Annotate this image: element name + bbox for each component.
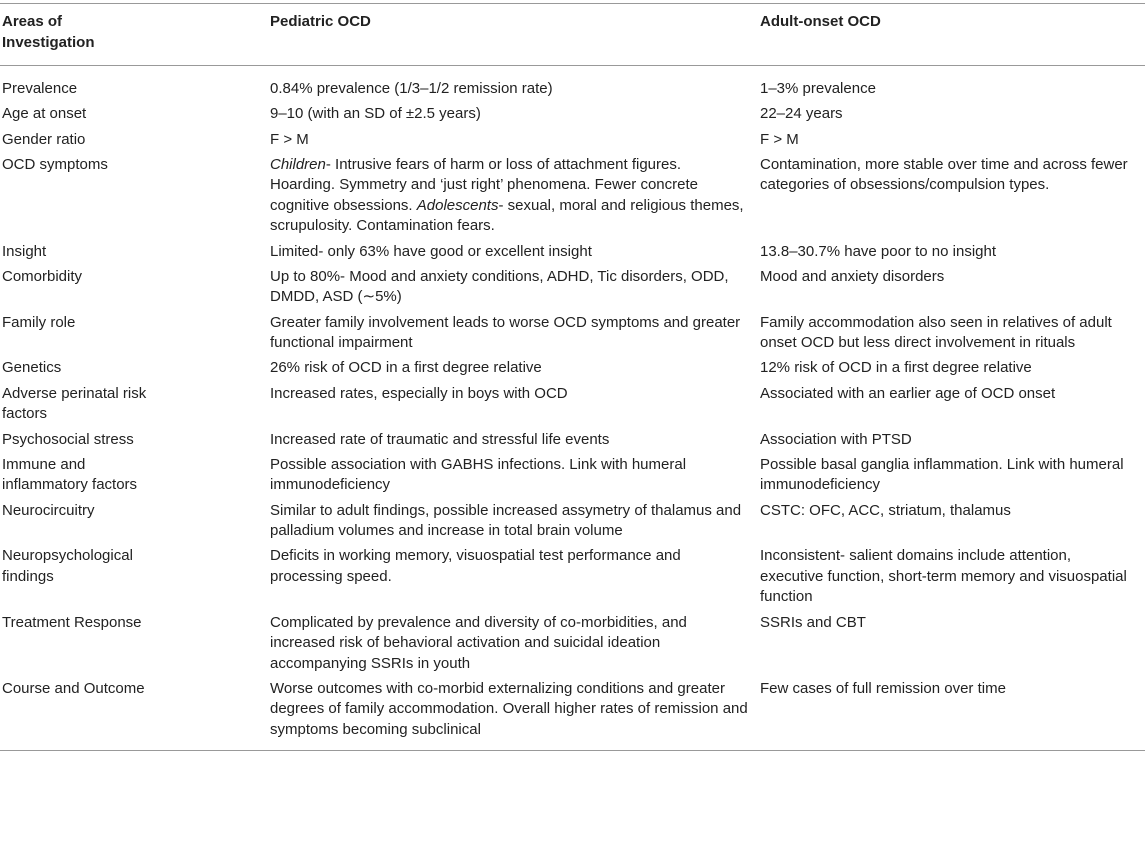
cell-pediatric: Worse outcomes with co-morbid externalizing conditions and greater degrees of family accommodation. Overall higher rates of remission and symptoms becoming subclinical: [270, 679, 748, 738]
table-row: [0, 127, 1145, 152]
cell-area: Immune and inflammatory factors: [2, 455, 138, 494]
cell-pediatric: Increased rates, especially in boys with OCD: [270, 384, 568, 402]
table-row: [0, 498, 1145, 544]
header-row: [0, 4, 1145, 66]
cell-pediatric: Up to 80%- Mood and anxiety conditions, ADHD, Tic disorders, ODD, DMDD, ASD (∼5%): [270, 267, 729, 306]
cell-pediatric: 9–10 (with an SD of ±2.5 years): [270, 105, 481, 123]
table-row: [0, 310, 1145, 356]
cell-pediatric: Deficits in working memory, visuospatial test performance and processing speed.: [270, 547, 681, 585]
cell-adult: Family accommodation also seen in relatives of adult onset OCD but less direct involvement in rituals: [760, 313, 1112, 352]
cell-pediatric: F > M: [270, 130, 309, 148]
table-row: [0, 239, 1145, 264]
ocd-comparison-table: [0, 3, 1145, 751]
cell-pediatric: Limited- only 63% have good or excellent insight: [270, 242, 592, 260]
cell-adult: Association with PTSD: [760, 430, 912, 448]
cell-adult: Associated with an earlier age of OCD onset: [760, 384, 1056, 402]
table-row: [0, 544, 1145, 610]
cell-area: Adverse perinatal risk factors: [2, 384, 147, 423]
cell-adult: Inconsistent- salient domains include attention, executive function, short-term memory and visuospatial function: [760, 547, 1127, 606]
cell-adult: Few cases of full remission over time: [760, 679, 1006, 697]
cell-adult: Mood and anxiety disorders: [760, 267, 945, 285]
cell-area: Treatment Response: [2, 613, 142, 631]
cell-area: Age at onset: [2, 105, 87, 123]
table-row: [0, 381, 1145, 427]
table-row: [0, 427, 1145, 452]
cell-pediatric: 0.84% prevalence (1/3–1/2 remission rate): [270, 80, 553, 97]
cell-adult: Possible basal ganglia inflammation. Link with humeral immunodeficiency: [760, 455, 1124, 494]
table-row: [0, 66, 1145, 102]
table-row: [0, 102, 1145, 127]
table-row: [0, 677, 1145, 751]
cell-pediatric: Similar to adult findings, possible increased assymetry of thalamus and palladium volumes and increase in total brain volume: [270, 501, 742, 540]
cell-area: Family role: [2, 313, 76, 331]
cell-pediatric: Possible association with GABHS infections. Link with humeral immunodeficiency: [270, 455, 687, 494]
cell-pediatric: [268, 152, 758, 239]
cell-adult: 1–3% prevalence: [760, 80, 876, 97]
header-areas: Areas of Investigation: [2, 13, 95, 51]
cell-pediatric: Complicated by prevalence and diversity of co-morbidities, and increased risk of behavioral activation and suicidal ideation accompanying SSRIs in youth: [270, 613, 687, 672]
cell-area: Comorbidity: [2, 267, 83, 285]
table-row: [0, 152, 1145, 239]
cell-adult: SSRIs and CBT: [760, 613, 866, 631]
cell-area: OCD symptoms: [2, 155, 108, 173]
table-row: [0, 356, 1145, 381]
cell-area: Course and Outcome: [2, 679, 145, 697]
cell-area: Insight: [2, 242, 47, 260]
cell-adult: 12% risk of OCD in a first degree relative: [760, 359, 1032, 377]
cell-area: Prevalence: [2, 80, 78, 97]
cell-area: Genetics: [2, 359, 62, 377]
adolescents-text: - sexual, moral and religious themes, scrupulosity. Contamination fears.: [270, 196, 744, 235]
cell-area: Psychosocial stress: [2, 430, 134, 448]
cell-pediatric: 26% risk of OCD in a first degree relative: [270, 359, 542, 377]
header-pediatric: Pediatric OCD: [270, 13, 371, 30]
header-adult: Adult-onset OCD: [760, 13, 881, 30]
cell-adult: Contamination, more stable over time and across fewer categories of obsessions/compulsion types.: [760, 155, 1128, 194]
cell-adult: F > M: [760, 130, 799, 148]
table-header: [0, 4, 1145, 66]
cell-area: Neurocircuitry: [2, 501, 95, 519]
cell-adult: 13.8–30.7% have poor to no insight: [760, 242, 997, 260]
adolescents-label: Adolescents: [416, 196, 499, 214]
cell-adult: CSTC: OFC, ACC, striatum, thalamus: [760, 501, 1011, 519]
cell-adult: 22–24 years: [760, 105, 843, 123]
cell-pediatric: Greater family involvement leads to worse OCD symptoms and greater functional impairment: [270, 313, 741, 352]
table-row: [0, 610, 1145, 676]
cell-area: Neuropsychological findings: [2, 547, 133, 585]
table-row: [0, 452, 1145, 498]
children-label: Children: [270, 155, 326, 173]
cell-area: Gender ratio: [2, 130, 86, 148]
table-row: [0, 265, 1145, 311]
cell-pediatric: Increased rate of traumatic and stressful life events: [270, 430, 610, 448]
table-body: [0, 66, 1145, 751]
children-text: - Intrusive fears of harm or loss of attachment figures. Hoarding. Symmetry and ‘just right’ phenomena. Fewer concrete cognitive obsessions.: [270, 155, 698, 214]
